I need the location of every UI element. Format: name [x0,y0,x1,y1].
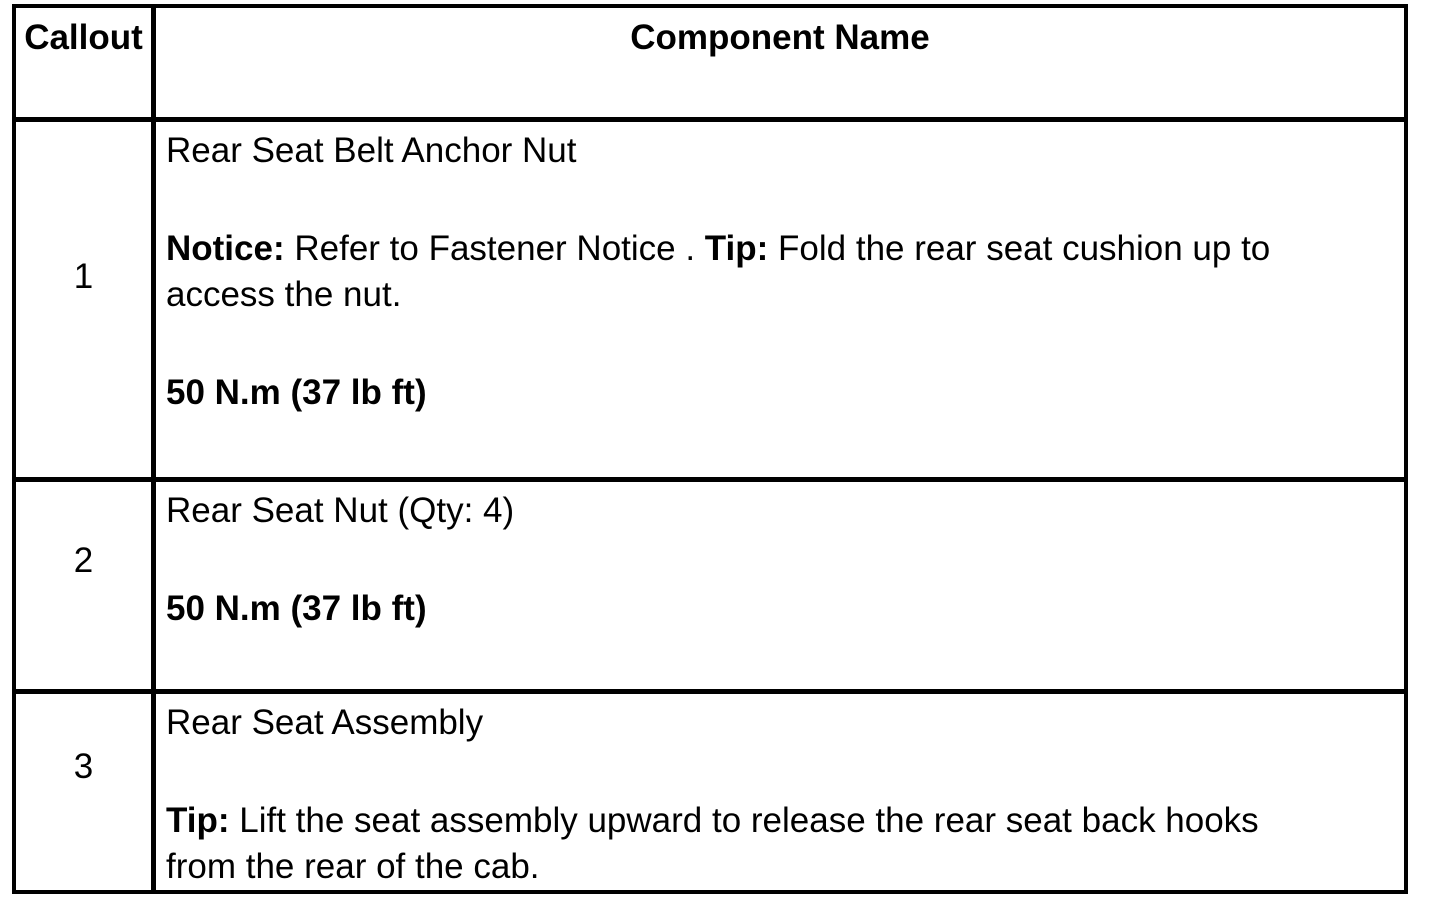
component-name: Rear Seat Nut (Qty: 4) [166,491,515,530]
callout-number: 3 [73,747,94,786]
torque-spec: 50 N.m (37 lb ft) [166,373,427,412]
notice-label: Notice: [166,229,285,268]
table-row [16,122,1404,482]
component-cell [156,482,1404,689]
callout-cell [16,694,156,890]
component-name: Rear Seat Belt Anchor Nut [166,131,577,170]
component-note [166,226,1404,272]
component-note [166,798,1404,844]
component-name: Rear Seat Assembly [166,703,484,742]
tip-text: Fold the rear seat cushion up to [768,229,1271,268]
callout-cell [16,482,156,689]
tip-text-continued: access the nut. [166,275,402,314]
tip-text-continued: from the rear of the cab. [166,847,540,886]
callout-number: 1 [73,257,94,296]
table-header-row [16,8,1404,122]
callout-number: 2 [73,541,94,580]
callout-header: Callout [24,18,143,57]
notice-text: Refer to Fastener Notice . [284,229,705,268]
table-row [16,482,1404,694]
component-cell [156,122,1404,477]
tip-label: Tip: [704,229,769,268]
component-table [12,4,1408,894]
callout-header-cell [16,8,156,117]
component-cell [156,694,1404,890]
tip-label: Tip: [166,801,230,840]
component-name-header: Component Name [630,18,930,57]
callout-cell [16,122,156,477]
tip-text: Lift the seat assembly upward to release the rear seat back hooks [229,801,1259,840]
torque-spec: 50 N.m (37 lb ft) [166,589,427,628]
table-row [16,694,1404,890]
